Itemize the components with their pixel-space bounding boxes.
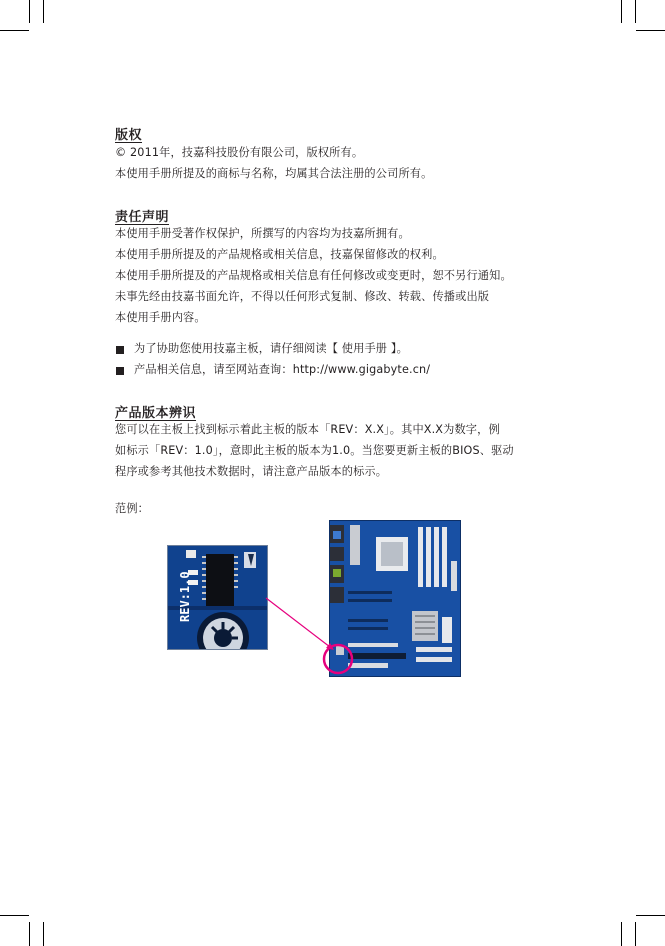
highlight-circle — [324, 645, 352, 673]
disclaimer-heading: 责任声明 — [115, 210, 170, 225]
disclaimer-line: 本使用手册所提及的产品规格或相关信息，技嘉保留修改的权利。 — [115, 248, 444, 261]
disclaimer-line: 本使用手册内容。 — [115, 311, 206, 324]
example-label: 范例： — [115, 502, 150, 515]
bullet-text: 产品相关信息，请至网站查询：http://www.gigabyte.cn/ — [134, 363, 431, 376]
copyright-line: © 2011年，技嘉科技股份有限公司，版权所有。 — [115, 146, 364, 159]
disclaimer-line: 未事先经由技嘉书面允许，不得以任何形式复制、修改、转载、传播或出版 — [115, 290, 490, 303]
disclaimer-line: 本使用手册受著作权保护，所撰写的内容均为技嘉所拥有。 — [115, 227, 410, 240]
copyright-line: 本使用手册所提及的商标与名称，均属其合法注册的公司所有。 — [115, 167, 433, 180]
bullet-text: 为了协助您使用技嘉主板，请仔细阅读【 使用手册 】。 — [134, 342, 408, 355]
copyright-heading: 版权 — [115, 128, 143, 143]
rev-marking: REV:1.0 — [178, 571, 192, 622]
revision-heading: 产品版本辨识 — [115, 406, 197, 421]
revision-line: 程序或参考其他技术数据时，请注意产品版本的标示。 — [115, 465, 388, 478]
disclaimer-line: 本使用手册所提及的产品规格或相关信息有任何修改或变更时，恕不另行通知。 — [115, 269, 512, 282]
revision-line: 如标示「REV：1.0」，意即此主板的版本为1.0。当您要更新主板的BIOS、驱动 — [115, 444, 514, 457]
revision-line: 您可以在主板上找到标示着此主板的版本「REV：X.X」。其中X.X为数字，例 — [115, 423, 500, 436]
